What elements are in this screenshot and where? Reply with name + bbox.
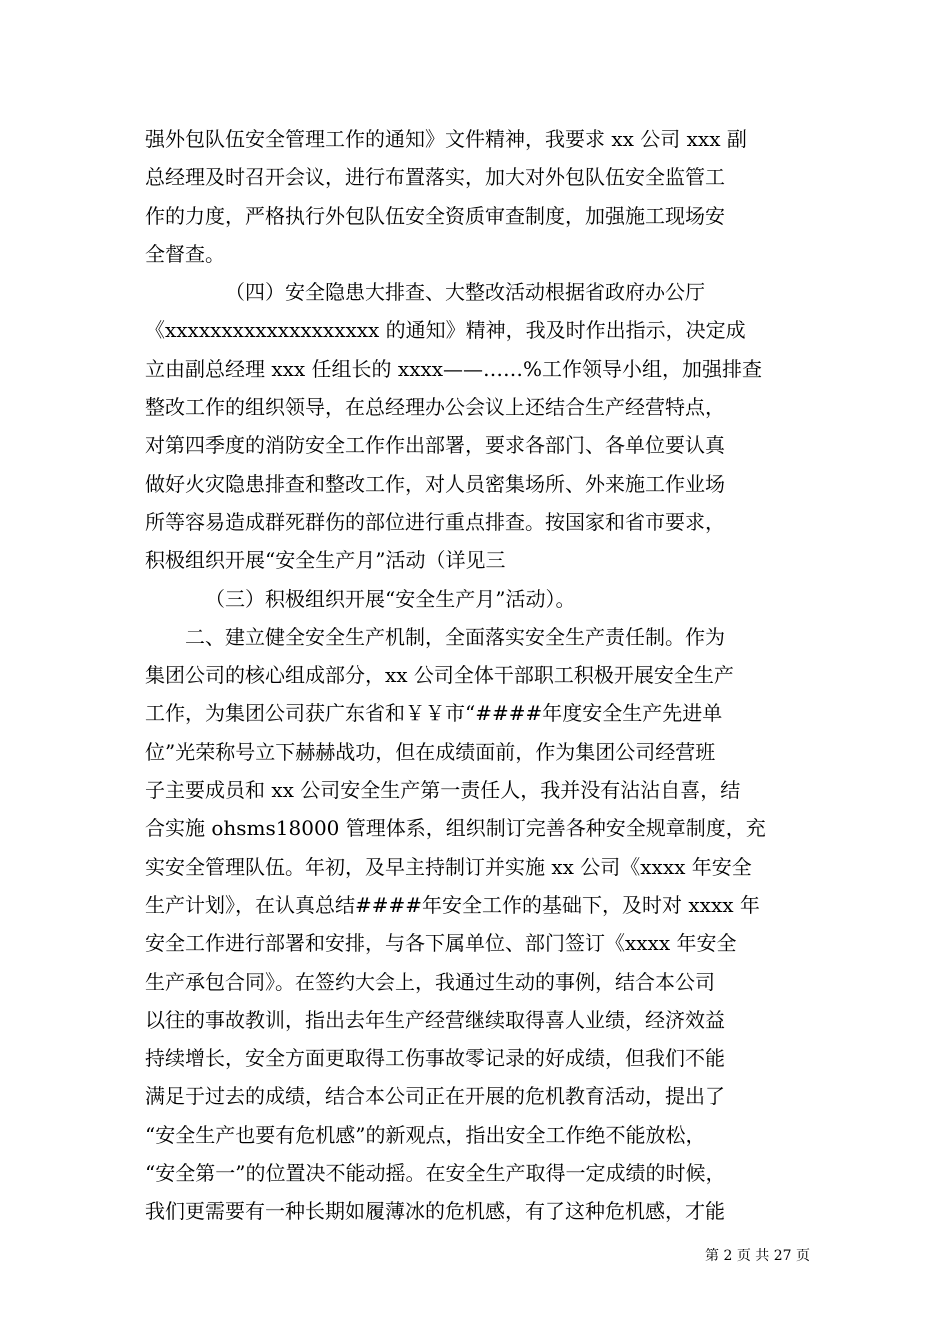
document-body xyxy=(145,120,810,1231)
text-line: 总经理及时召开会议，进行布置落实，加大对外包队伍安全监管工 xyxy=(145,165,725,190)
section-heading-line: （三）积极组织开展“安全生产月”活动）。 xyxy=(205,586,576,611)
text-line: “安全第一”的位置决不能动摇。在安全生产取得一定成绩的时候， xyxy=(145,1161,726,1186)
text-line: 积极组织开展“安全生产月”活动（详见三 xyxy=(145,548,506,573)
text-line: 全督查。 xyxy=(145,241,225,266)
text-line: 工作，为集团公司获广东省和￥￥市“####年度安全生产先进单 xyxy=(145,701,723,726)
text-line: 强外包队伍安全管理工作的通知》文件精神，我要求 xx 公司 xxx 副 xyxy=(145,127,747,151)
text-line: 集团公司的核心组成部分，xx 公司全体干部职工积极开展安全生产 xyxy=(145,663,734,688)
text-line: 实安全管理队伍。年初，及早主持制订并实施 xx 公司《xxxx 年安全 xyxy=(145,854,752,879)
page-number-footer: 第 2 页 共 27 页 xyxy=(705,1248,810,1264)
text-line: 生产承包合同》。在签约大会上，我通过生动的事例，结合本公司 xyxy=(145,969,715,994)
text-line: 对第四季度的消防安全工作作出部署，要求各部门、各单位要认真 xyxy=(145,433,725,458)
text-line: 立由副总经理 xxx 任组长的 xxxx——……%工作领导小组，加强排查 xyxy=(145,356,763,381)
text-line: 子主要成员和 xx 公司安全生产第一责任人，我并没有沾沾自喜，结 xyxy=(145,778,741,803)
text-line: 合实施 ohsms18000 管理体系，组织制订完善各种安全规章制度，充 xyxy=(145,816,766,841)
text-line: 整改工作的组织领导，在总经理办公会议上还结合生产经营特点， xyxy=(145,395,725,420)
text-line: 我们更需要有一种长期如履薄冰的危机感，有了这种危机感，才能 xyxy=(145,1199,725,1224)
text-line: 以往的事故教训，指出去年生产经营继续取得喜人业绩，经济效益 xyxy=(145,1007,725,1032)
text-line: “安全生产也要有危机感”的新观点，指出安全工作绝不能放松， xyxy=(145,1122,706,1147)
text-line: 作的力度，严格执行外包队伍安全资质审查制度，加强施工现场安 xyxy=(145,203,725,228)
text-line: 做好火灾隐患排查和整改工作，对人员密集场所、外来施工作业场 xyxy=(145,471,725,496)
text-line: 所等容易造成群死群伤的部位进行重点排查。按国家和省市要求， xyxy=(145,509,725,534)
section-heading-line: （四）安全隐患大排查、大整改活动根据省政府办公厅 xyxy=(225,280,705,305)
text-line: 持续增长，安全方面更取得工伤事故零记录的好成绩，但我们不能 xyxy=(145,1046,725,1071)
text-line: 满足于过去的成绩，结合本公司正在开展的危机教育活动，提出了 xyxy=(145,1084,725,1109)
text-line: 安全工作进行部署和安排，与各下属单位、部门签订《xxxx 年安全 xyxy=(145,931,737,956)
text-line: 《xxxxxxxxxxxxxxxxxxx 的通知》精神，我及时作出指示，决定成 xyxy=(145,318,746,343)
paragraph-first-line: 二、建立健全安全生产机制，全面落实安全生产责任制。作为 xyxy=(185,624,725,649)
text-line: 位”光荣称号立下赫赫战功，但在成绩面前，作为集团公司经营班 xyxy=(145,739,716,764)
text-line: 生产计划》，在认真总结####年安全工作的基础下，及时对 xxxx 年 xyxy=(145,892,760,917)
